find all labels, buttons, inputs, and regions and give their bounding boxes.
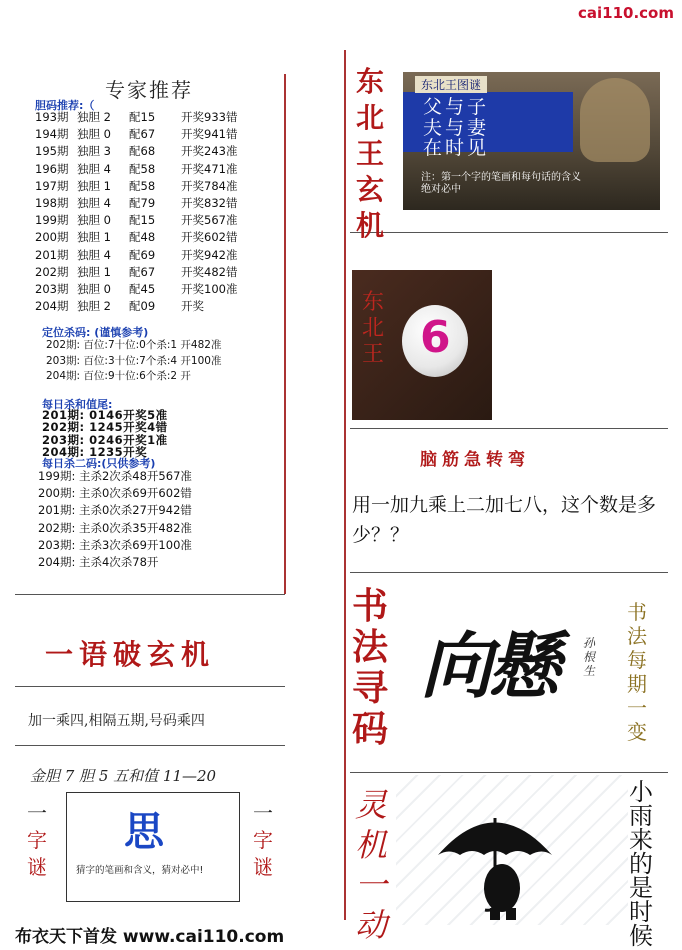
right-rule-2 (350, 428, 668, 429)
riddle-line-3: 在时见 (423, 137, 490, 159)
list-item: 202期: 1245开奖4错 (42, 420, 168, 435)
list-item: 203期: 0246开奖1准 (42, 432, 168, 447)
ball-brush-text: 东北王 (362, 290, 385, 367)
list-item: 199期: 主杀2次杀48开567准 (38, 469, 192, 483)
right-rule-1 (350, 232, 668, 233)
right-rule-4 (350, 772, 668, 773)
left-rule-2 (15, 686, 285, 687)
center-divider (344, 50, 346, 920)
left-divider (284, 74, 286, 594)
list-item: 201期: 主杀0次杀27开942错 (38, 503, 192, 518)
list-item: 194期 独胆 0 配67 开奖941错 (35, 127, 238, 142)
photo-title: 东北王图谜 (415, 76, 487, 93)
umbrella-icon (430, 800, 560, 925)
naojin-riddle: 用一加九乘上二加七八，这个数是多少？？ (352, 494, 657, 546)
weishu-list (42, 409, 168, 459)
dan-list (35, 109, 251, 315)
list-item: 204期 独胆 2 配09 开奖 (35, 299, 204, 314)
dingwei-list (46, 338, 221, 385)
list-item: 203期: 百位:3十位:7个杀:4 开100准 (46, 354, 222, 367)
list-item: 203期: 主杀3次杀69开100准 (38, 537, 192, 552)
list-item: 202期: 百位:7十位:0个杀:1 开482准 (46, 339, 222, 351)
riddle-line-1: 父与子 (423, 96, 490, 118)
yiyu-text: 加一乘四,相隔五期,号码乘四 (28, 713, 205, 729)
list-item: 195期 独胆 3 配68 开奖243准 (35, 144, 238, 159)
left-rule-1 (15, 594, 285, 595)
ball-number: 6 (420, 312, 451, 363)
zimi-right-label: 一 字 谜 (253, 801, 273, 879)
naojin-title: 脑筋急转弯 (420, 450, 530, 470)
expert-title: 专家推荐 (105, 78, 193, 102)
list-item: 199期 独胆 0 配15 开奖567准 (35, 213, 238, 228)
yiyu-title: 一语破玄机 (45, 638, 216, 671)
zimi-left-label: 一 字 谜 (27, 801, 47, 879)
list-item: 197期 独胆 1 配58 开奖784准 (35, 178, 238, 193)
list-item: 204期: 主杀4次杀78开 (38, 555, 159, 570)
calligraphy-signature: 孙根生 (583, 636, 596, 678)
dingwei-section-title: 定位杀码: (谨慎参考) (42, 326, 149, 339)
list-item: 204期: 1235开奖 (42, 445, 148, 460)
lingji-vertical-title: 灵机一动 (354, 786, 387, 944)
list-item: 200期 独胆 1 配48 开奖602错 (35, 230, 238, 245)
list-item: 200期: 主杀0次杀69开602错 (38, 486, 192, 501)
lingji-vertical-poem: 小雨来的是时候 (629, 778, 653, 950)
list-item: 196期 独胆 4 配58 开奖471准 (35, 161, 238, 176)
right-rule-3 (350, 572, 668, 573)
weishu-section-title: 每日杀和值尾: (42, 398, 113, 411)
zimi-char: 思 (124, 808, 164, 855)
bottom-slogan[interactable]: 布衣天下首发 www.cai110.com (15, 927, 285, 947)
erma-section-title: 每日杀二码:(只供参考) (42, 457, 156, 470)
list-item: 202期 独胆 1 配67 开奖482错 (35, 264, 238, 279)
calligraphy: 向懸 (420, 623, 557, 708)
list-item: 202期: 主杀0次杀35开482准 (38, 520, 192, 535)
zimi-hint: 猜字的笔画和含义，猜对必中! (76, 865, 204, 876)
dongbei-vertical-title: 东北王玄机 (355, 65, 384, 242)
shufa-vertical-title: 书法寻码 (351, 585, 388, 750)
buddha-head-shape (580, 78, 650, 162)
list-item: 193期 独胆 2 配15 开奖933错 (35, 110, 238, 124)
site-logo[interactable]: cai110.com (578, 4, 674, 22)
dan-section-title: 胆码推荐:（ (35, 99, 95, 112)
list-item: 198期 独胆 4 配79 开奖832错 (35, 196, 238, 211)
list-item: 201期: 0146开奖5准 (42, 408, 168, 422)
list-item: 201期 独胆 4 配69 开奖942准 (35, 247, 238, 262)
dongbei-photo (403, 72, 660, 210)
jindan-text: 金胆 7 胆 5 五和值 11—20 (30, 767, 217, 785)
left-rule-3 (15, 745, 285, 746)
shufa-every-period: 书法每期一变 (627, 600, 647, 744)
list-item: 204期: 百位:9十位:6个杀:2 开 (46, 370, 191, 383)
riddle-line-2: 夫与妻 (423, 117, 490, 139)
list-item: 203期 独胆 0 配45 开奖100准 (35, 282, 238, 297)
erma-list (38, 468, 192, 571)
photo-note: 注：第一个字的笔画和每句话的含义绝对必中 (421, 172, 581, 195)
